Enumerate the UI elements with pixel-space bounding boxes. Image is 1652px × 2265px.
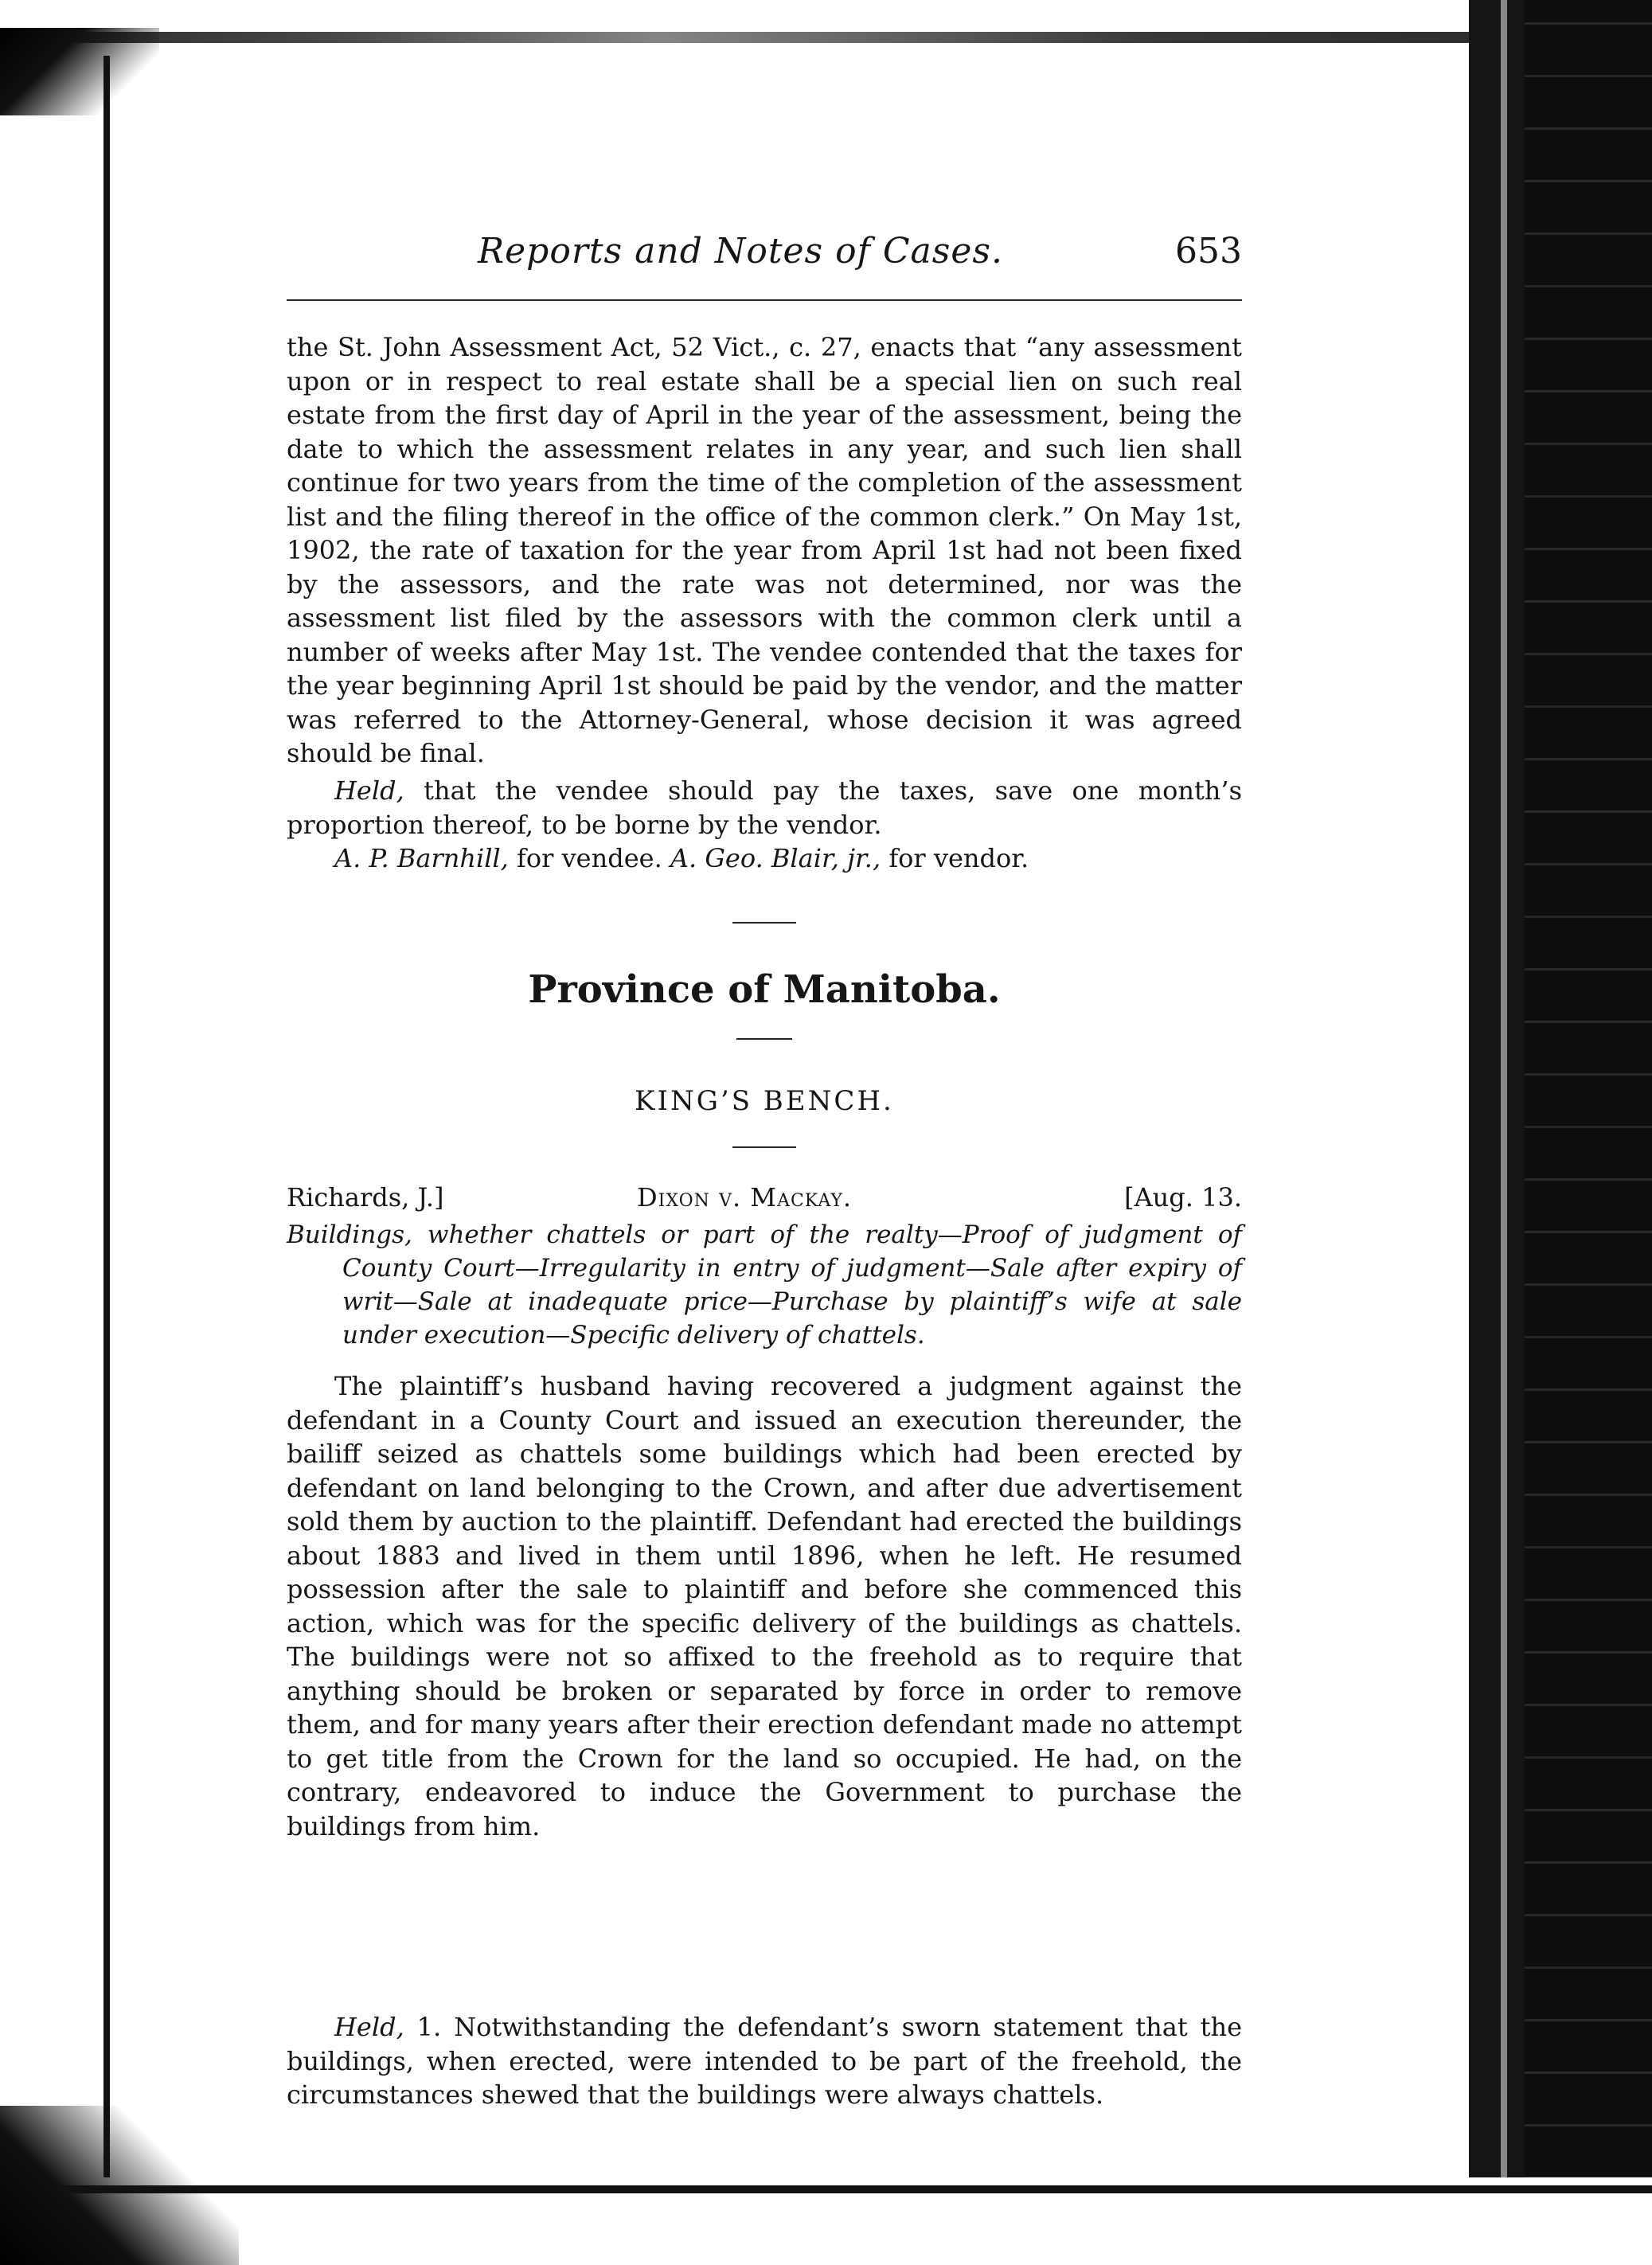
counsel-vendor-name: A. Geo. Blair, jr., xyxy=(670,843,881,873)
held-paragraph-2 xyxy=(287,2010,1242,2112)
scan-right-binding xyxy=(1469,0,1652,2265)
page-number: 653 xyxy=(1175,231,1242,271)
held-text: 1. Notwithstanding the defendant’s sworn statement that the buildings, when erected, were intended to be part of the freehold, the circumstances shewed that the buildings were always chattels. xyxy=(287,2012,1242,2110)
running-head xyxy=(287,223,1242,279)
case-judge: Richards, J.] xyxy=(287,1182,444,1213)
case-caption xyxy=(287,1182,1242,1222)
case-headnote: Buildings, whether chattels or part of the realty—Proof of judgment of County Court—Irregularity in entry of judgment—Sale after expiry of writ—Sale at inadequate price—Purchase by plaintiff’s wife at sale under execution—Specific delivery of chattels. xyxy=(287,1220,1242,1349)
scan-left-edge xyxy=(103,56,110,2229)
held-text: that the vendee should pay the taxes, save one month’s proportion thereof, to be borne by the vendor. xyxy=(287,775,1242,840)
held-label: Held, xyxy=(334,775,404,806)
court-heading: KING’S BENCH. xyxy=(635,1085,894,1117)
section-divider xyxy=(732,922,796,924)
counsel-line xyxy=(334,842,1242,876)
counsel-vendor-role: for vendor. xyxy=(881,843,1029,873)
section-divider xyxy=(736,1038,792,1040)
scan-bottom-edge xyxy=(0,2177,1652,2265)
case-date: [Aug. 13. xyxy=(1124,1182,1242,1213)
header-rule xyxy=(287,299,1242,301)
running-head-title: Reports and Notes of Cases. xyxy=(478,231,1003,271)
section-heading: Province of Manitoba. xyxy=(528,967,1001,1012)
held-label: Held, xyxy=(334,2012,404,2042)
counsel-vendee-role: for vendee. xyxy=(508,843,670,873)
held-paragraph-1 xyxy=(287,774,1242,842)
assessment-paragraph: the St. John Assessment Act, 52 Vict., c. 27, enacts that “any assessment upon or in respect to real estate shall be a special lien on such real estate from the first day of April in the year of the assessment, being the date to which the assessment relates in any year, and such lien shall continue for two years from the time of the completion of the assessment list and the filing thereof in the office of the common clerk.” On May 1st, 1902, the rate of taxation for the year from April 1st had not been fixed by the assessors, and the rate was not determined, nor was the assessment list filed by the assessors with the common clerk until a number of weeks after May 1st. The vendee contended that the taxes for the year beginning April 1st should be paid by the vendor, and the matter was referred to the Attorney-General, whose decision it was agreed should be final. xyxy=(287,332,1242,768)
scan-corner-shadow-bottom xyxy=(0,2106,239,2265)
facts-paragraph: The plaintiff’s husband having recovered a judgment against the defendant in a County Court and issued an execution thereunder, the bailiff seized as chattels some buildings which had been erected by defendant on land belonging to the Crown, and after due advertisement sold them by auction to the plaintiff. Defendant had erected the buildings about 1883 and lived in them until 1896, when he left. He resumed possession after the sale to plaintiff and before she commenced this action, which was for the specific delivery of the buildings as chattels. The buildings were not so affixed to the freehold as to require that anything should be broken or separated by force in order to remove them, and for many years after their erection defendant made no attempt to get title from the Crown for the land so occupied. He had, on the contrary, endeavored to induce the Government to purchase the buildings from him. xyxy=(287,1371,1242,1841)
case-name: Dixon v. Mackay. xyxy=(637,1182,853,1213)
scan-corner-shadow-top xyxy=(0,28,159,115)
counsel-vendee-name: A. P. Barnhill, xyxy=(334,843,509,873)
section-divider xyxy=(732,1146,796,1148)
scan-top-edge xyxy=(0,0,1652,96)
